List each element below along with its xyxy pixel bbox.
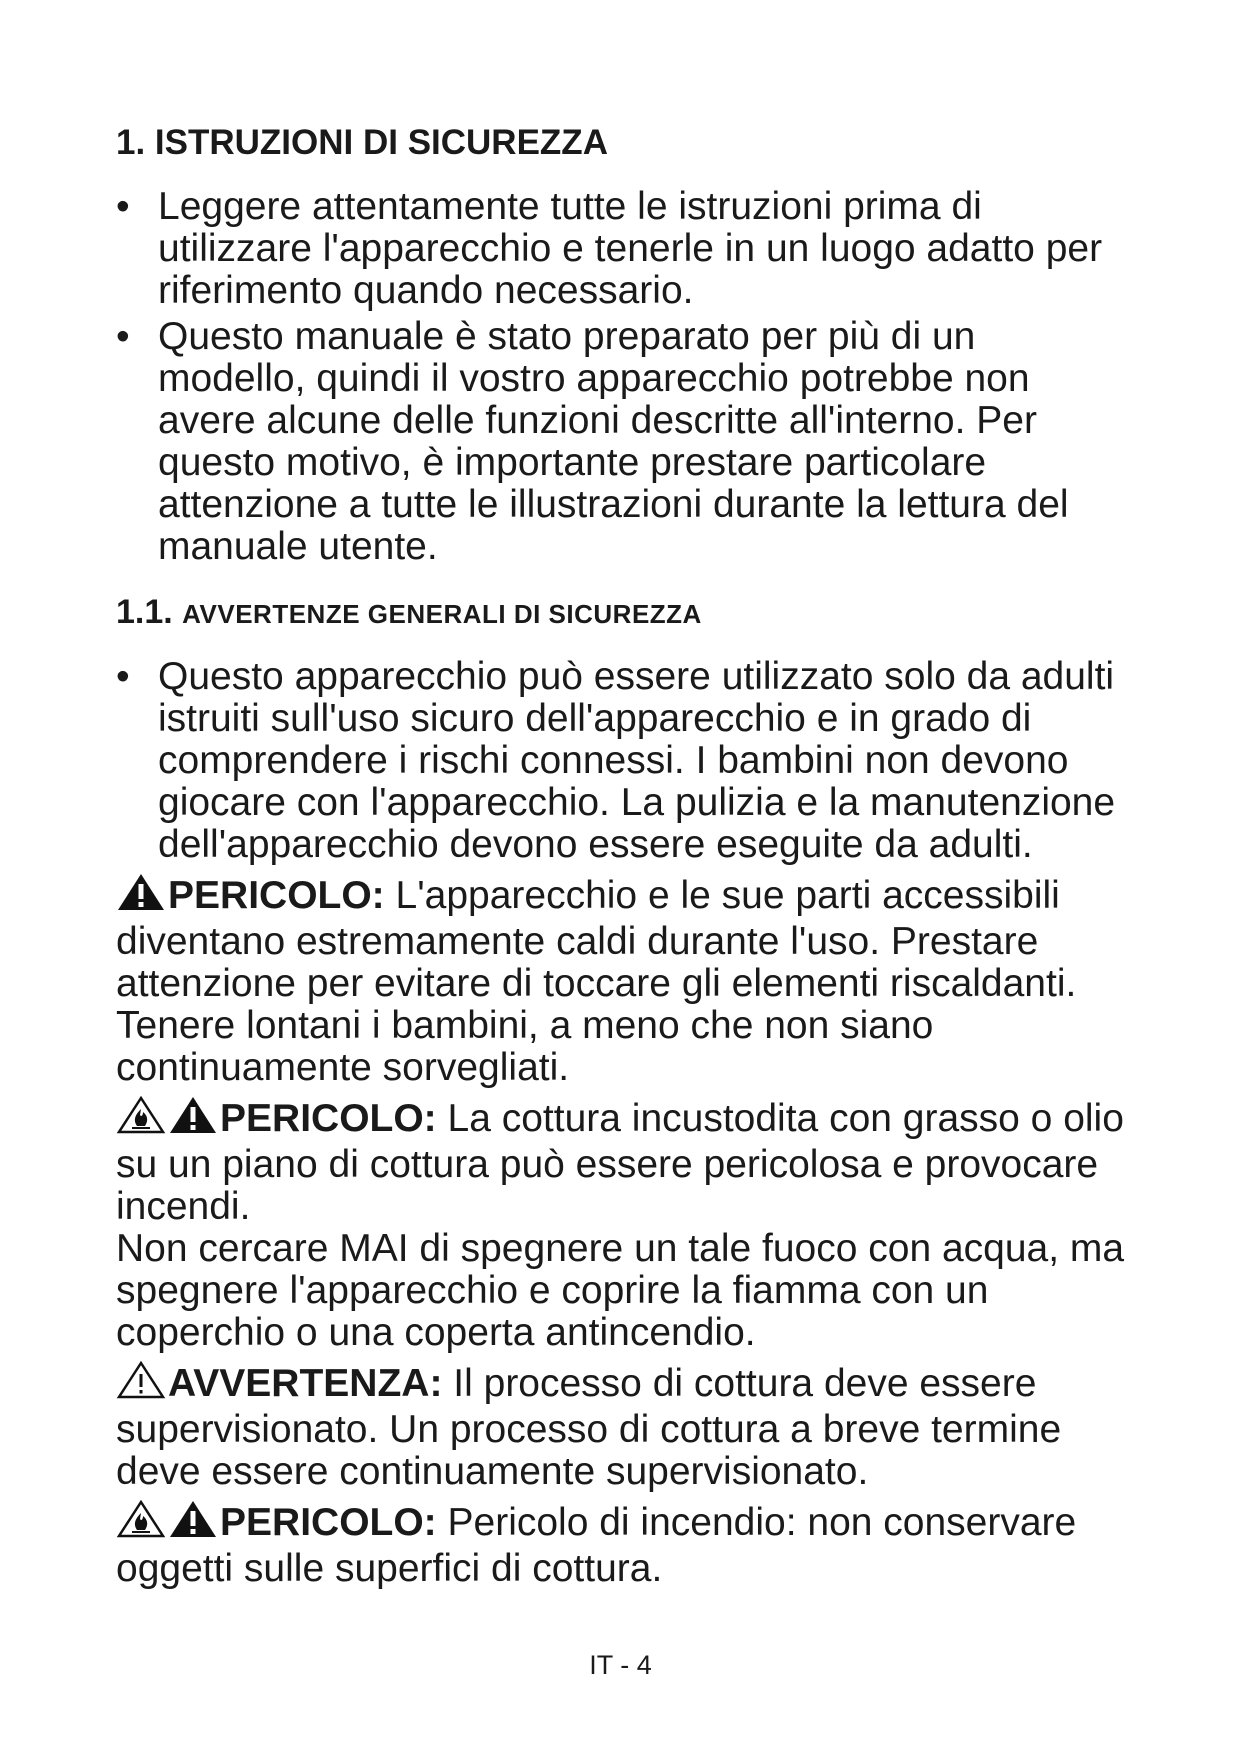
subsection-heading: AVVERTENZE GENERALI DI SICUREZZA bbox=[182, 599, 702, 629]
warning-label: PERICOLO: bbox=[168, 874, 385, 917]
warning-label: PERICOLO: bbox=[220, 1097, 437, 1140]
page-content bbox=[116, 122, 1131, 1590]
list-item-text: Questo apparecchio può essere utilizzato solo da adulti istruiti sull'uso sicuro dell'apparecchio e in grado di comprendere i rischi connessi. I bambini non devono giocare con l'apparecchio. La pulizia e la manutenzione dell'apparecchio devono essere eseguite da adulti. bbox=[158, 655, 1116, 866]
warning-block bbox=[116, 1499, 1131, 1590]
warning-text: Il processo di cottura deve essere supervisionato. Un processo di cottura a breve termine deve essere continuamente supervisionato. bbox=[116, 1362, 1062, 1493]
warning-text: Pericolo di incendio: non conservare oggetti sulle superfici di cottura. bbox=[116, 1501, 1077, 1590]
fire-icon bbox=[116, 1095, 166, 1144]
danger-icon bbox=[168, 1095, 218, 1144]
list-item-text: Questo manuale è stato preparato per più di un modello, quindi il vostro apparecchio potrebbe non avere alcune delle funzioni descritte all'interno. Per questo motivo, è importante prestare particolare attenzione a tutte le illustrazioni durante la lettura del manuale utente. bbox=[158, 315, 1069, 568]
warning-extra-text: Non cercare MAI di spegnere un tale fuoco con acqua, ma spegnere l'apparecchio e coprire la fiamma con un coperchio o una coperta antincendio. bbox=[116, 1227, 1125, 1354]
subsection-number: 1.1. bbox=[116, 593, 173, 631]
fire-icon bbox=[116, 1499, 166, 1548]
warning-block bbox=[116, 872, 1131, 1089]
list-item: • Leggere attentamente tutte le istruzioni prima di utilizzare l'apparecchio e tenerle in un luogo adatto per riferimento quando necessario. bbox=[116, 185, 1103, 312]
danger-icon bbox=[116, 872, 166, 921]
page-number: IT - 4 bbox=[589, 1650, 652, 1680]
list-item: • Questo manuale è stato preparato per più di un modello, quindi il vostro apparecchio potrebbe non avere alcune delle funzioni descritte all'interno. Per questo motivo, è importante prestare particolare attenzione a tutte le illustrazioni durante la lettura del manuale utente. bbox=[116, 315, 1069, 568]
list-item: • Questo apparecchio può essere utilizzato solo da adulti istruiti sull'uso sicuro dell'apparecchio e in grado di comprendere i rischi connessi. I bambini non devono giocare con l'apparecchio. La pulizia e la manutenzione dell'apparecchio devono essere eseguite da adulti. bbox=[116, 655, 1116, 866]
warning-text: La cottura incustodita con grasso o olio su un piano di cottura può essere pericolosa e provocare incendi. bbox=[116, 1097, 1124, 1228]
warning-block bbox=[116, 1095, 1131, 1228]
warning-icon bbox=[116, 1360, 166, 1409]
list-item-text: Leggere attentamente tutte le istruzioni prima di utilizzare l'apparecchio e tenerle in un luogo adatto per riferimento quando necessario. bbox=[158, 185, 1103, 312]
danger-icon bbox=[168, 1499, 218, 1548]
warning-text: L'apparecchio e le sue parti accessibili diventano estremamente caldi durante l'uso. Prestare attenzione per evitare di toccare gli elementi riscaldanti. Tenere lontani i bambini, a meno che non siano continuamente sorvegliati. bbox=[116, 874, 1077, 1089]
warning-label: PERICOLO: bbox=[220, 1501, 437, 1544]
warning-block bbox=[116, 1360, 1131, 1493]
warning-label: AVVERTENZA: bbox=[168, 1362, 443, 1405]
subsection-title bbox=[116, 592, 1131, 634]
section-title: 1. ISTRUZIONI DI SICUREZZA bbox=[116, 123, 608, 162]
